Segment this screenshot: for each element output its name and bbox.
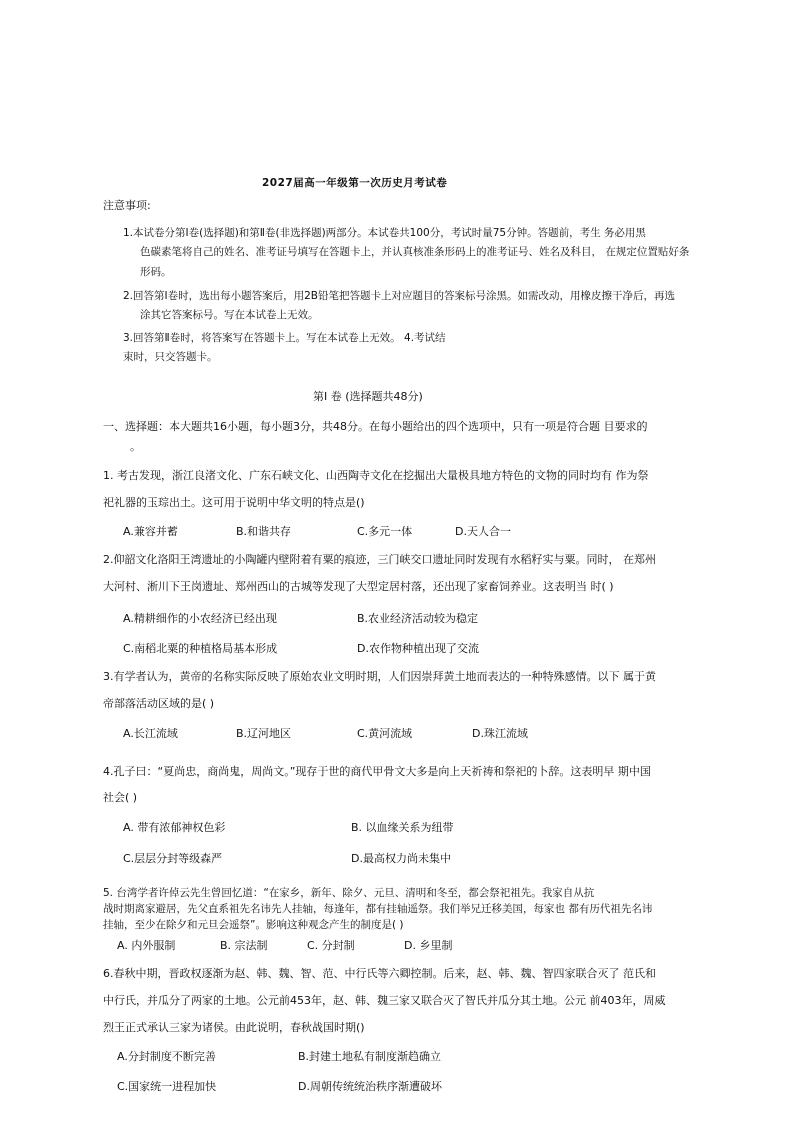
notice-line: 涂其它答案标号。写在本试卷上无效。	[140, 309, 319, 321]
section-heading: 第Ⅰ 卷 (选择题共48分)	[313, 390, 423, 403]
option-c: C. 分封制	[307, 939, 355, 952]
question-stem: 战时期离家避居，先父直系祖先名讳先人挂轴，每逢年，都有挂轴遥祭。我们举兄迁移美国，每家也 都有历代祖先名讳	[103, 903, 653, 915]
option-a: A.精耕细作的小农经济已经出现	[123, 612, 277, 625]
question-stem: 烈王正式承认三家为诸侯。由此说明，春秋战国时期()	[103, 1021, 365, 1034]
option-b: B.和谐共存	[236, 525, 292, 538]
option-d: D.最高权力尚未集中	[351, 852, 451, 865]
notice-line: 2.回答第Ⅰ卷时，选出每小题答案后，用2B铅笔把答题卡上对应题目的答案标号涂黑。如需改动，用橡皮擦干净后，再选	[123, 290, 675, 302]
option-d: D. 乡里制	[404, 939, 453, 952]
option-b: B. 以血缘关系为纽带	[351, 821, 454, 834]
question-stem: 中行氏，并瓜分了两家的土地。公元前453年，赵、韩、魏三家又联合灭了智氏并瓜分其土地。公元 前403年，周威	[103, 994, 666, 1007]
question-stem: 3.有学者认为，黄帝的名称实际反映了原始农业文明时期，人们因崇拜黄土地而表达的一种特殊感情。以下 属于黄	[103, 670, 656, 683]
exam-title: 2027届高一年级第一次历史月考试卷	[262, 177, 448, 189]
option-d: D.周朝传统统治秩序渐遭破坏	[298, 1080, 442, 1093]
option-a: A.分封制度不断完善	[117, 1050, 216, 1063]
question-stem: 挂轴，至少在除夕和元旦会遥祭”。影响这种观念产生的制度是( )	[103, 919, 404, 931]
option-d: D.天人合一	[455, 525, 511, 538]
option-b: B.辽河地区	[236, 727, 292, 740]
option-c: C.南稻北粟的种植格局基本形成	[123, 642, 278, 655]
notice-line: 束时，只交答题卡。	[123, 351, 218, 363]
option-c: C.黄河流域	[357, 727, 413, 740]
question-stem: 5. 台湾学者许倬云先生曾回忆道：“在家乡，新年、除夕、元旦、清明和冬至，都会祭祀祖先。我家自从抗	[103, 887, 595, 899]
notice-line: 形码。	[140, 266, 172, 278]
question-stem: 大河村、淅川下王岗遗址、郑州西山的古城等发现了大型定居村落，还出现了家畜饲养业。这表明当 时( )	[103, 580, 614, 593]
option-c: C.国家统一进程加快	[117, 1080, 217, 1093]
question-stem: 6.春秋中期，晋政权逐渐为赵、韩、魏、智、范、中行氏等六卿控制。后来，赵、韩、魏、智四家联合灭了 范氏和	[103, 967, 656, 980]
option-a: A. 带有浓郁神权色彩	[123, 821, 226, 834]
question-stem: 祀礼器的玉琮出土。这可用于说明中华文明的特点是()	[103, 496, 365, 509]
option-a: A. 内外服制	[117, 939, 176, 952]
question-stem: 4.孔子曰：“夏尚忠，商尚鬼，周尚文。”现存于世的商代甲骨文大多是向上天祈祷和祭祀的卜辞。这表明早 期中国	[103, 765, 651, 778]
option-b: B.农业经济活动较为稳定	[357, 612, 479, 625]
question-stem: 社会( )	[103, 791, 138, 804]
option-a: A.兼容并蓄	[123, 525, 178, 538]
option-c: C.层层分封等级森严	[123, 852, 223, 865]
section-intro: 一、选择题：本大题共16小题，每小题3分，共48分。在每小题给出的四个选项中，只有一项是符合题 目要求的	[103, 420, 648, 433]
notice-heading: 注意事项:	[103, 199, 151, 212]
option-d: D.农作物种植出现了交流	[357, 642, 479, 655]
option-d: D.珠江流域	[472, 727, 528, 740]
question-stem: 1. 考古发现，浙江良渚文化、广东石峡文化、山西陶寺文化在挖掘出大量极具地方特色的文物的同时均有 作为祭	[103, 469, 649, 482]
notice-line: 1.本试卷分第Ⅰ卷(选择题)和第Ⅱ卷(非选择题)两部分。本试卷共100分，考试时量75分钟。答题前，考生 务必用黑	[123, 227, 646, 239]
question-stem: 2.仰韶文化洛阳王湾遗址的小陶罐内壁附着有粟的痕迹，三门峡交口遗址同时发现有水稻籽实与粟。同时， 在郑州	[103, 553, 656, 566]
option-c: C.多元一体	[357, 525, 413, 538]
option-b: B.封建土地私有制度渐趋确立	[298, 1050, 442, 1063]
section-intro: 。	[130, 440, 141, 453]
option-a: A.长江流域	[123, 727, 178, 740]
option-b: B. 宗法制	[220, 939, 268, 952]
question-stem: 帝部落活动区域的是( )	[103, 697, 215, 710]
notice-line: 色碳素笔将自己的姓名、准考证号填写在答题卡上，并认真核准条形码上的准考证号、姓名及科目， 在规定位置贴好条	[140, 246, 690, 258]
notice-line: 3.回答第Ⅱ卷时，将答案写在答题卡上。写在本试卷上无效。 4.考试结	[123, 332, 446, 344]
